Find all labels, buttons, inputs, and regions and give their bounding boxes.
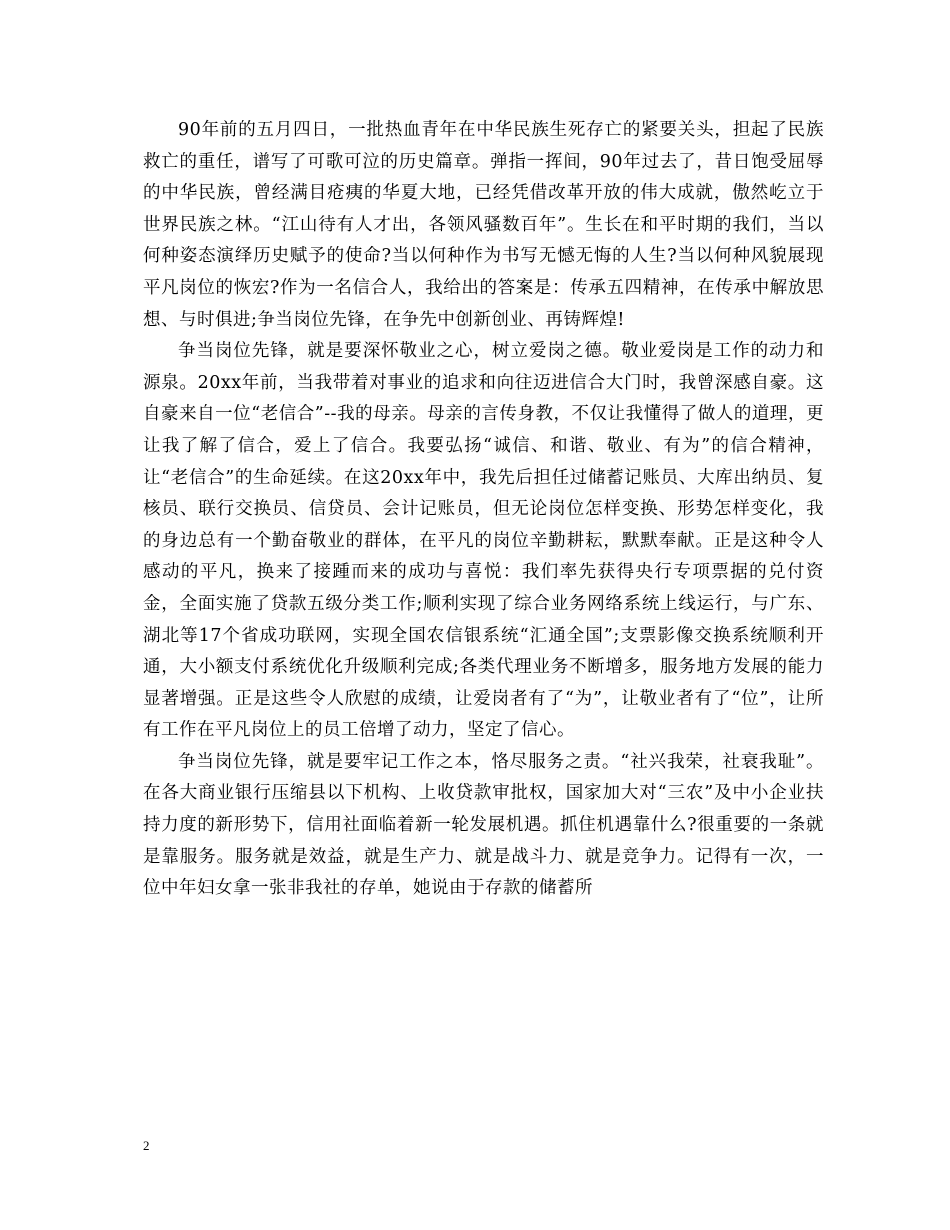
page-number: 2 bbox=[143, 1138, 150, 1153]
paragraph-3: 争当岗位先锋，就是要牢记工作之本，恪尽服务之责。“社兴我荣，社衰我耻”。在各大商业银行压缩县以下机构、上收贷款审批权，国家加大对“三农”及中小企业扶持力度的新形势下，信用社面临着新一轮发展机遇。抓住机遇靠什么?很重要的一条就是靠服务。服务就是效益，就是生产力、就是战斗力、就是竞争力。记得有一次，一位中年妇女拿一张非我社的存单，她说由于存款的储蓄所 bbox=[143, 751, 824, 899]
document-body bbox=[143, 115, 824, 905]
paragraph-2: 争当岗位先锋，就是要深怀敬业之心，树立爱岗之德。敬业爱岗是工作的动力和源泉。20xx年前，当我带着对事业的追求和向往迈进信合大门时，我曾深感自豪。这自豪来自一位“老信合”--我的母亲。母亲的言传身教，不仅让我懂得了做人的道理，更让我了解了信合，爱上了信合。我要弘扬“诚信、和谐、敬业、有为”的信合精神，让“老信合”的生命延续。在这20xx年中，我先后担任过储蓄记账员、大库出纳员、复核员、联行交换员、信贷员、会计记账员，但无论岗位怎样变换、形势怎样变化，我的身边总有一个勤奋敬业的群体，在平凡的岗位辛勤耕耘，默默奉献。正是这种令人感动的平凡，换来了接踵而来的成功与喜悦：我们率先获得央行专项票据的兑付资金，全面实施了贷款五级分类工作;顺利实现了综合业务网络系统上线运行，与广东、湖北等17个省成功联网，实现全国农信银系统“汇通全国”;支票影像交换系统顺利开通，大小额支付系统优化升级顺利完成;各类代理业务不断增多，服务地方发展的能力显著增强。正是这些令人欣慰的成绩，让爱岗者有了“为”，让敬业者有了“位”，让所有工作在平凡岗位上的员工倍增了动力，坚定了信心。 bbox=[143, 341, 824, 741]
paragraph-1: 90年前的五月四日，一批热血青年在中华民族生死存亡的紧要关头，担起了民族救亡的重任，谱写了可歌可泣的历史篇章。弹指一挥间，90年过去了，昔日饱受屈辱的中华民族，曾经满目疮痍的华夏大地，已经凭借改革开放的伟大成就，傲然屹立于世界民族之林。“江山待有人才出，各领风骚数百年”。生长在和平时期的我们，当以何种姿态演绎历史赋予的使命?当以何种作为书写无憾无悔的人生?当以何种风貌展现平凡岗位的恢宏?作为一名信合人，我给出的答案是：传承五四精神，在传承中解放思想、与时俱进;争当岗位先锋，在争先中创新创业、再铸辉煌! bbox=[143, 120, 824, 330]
